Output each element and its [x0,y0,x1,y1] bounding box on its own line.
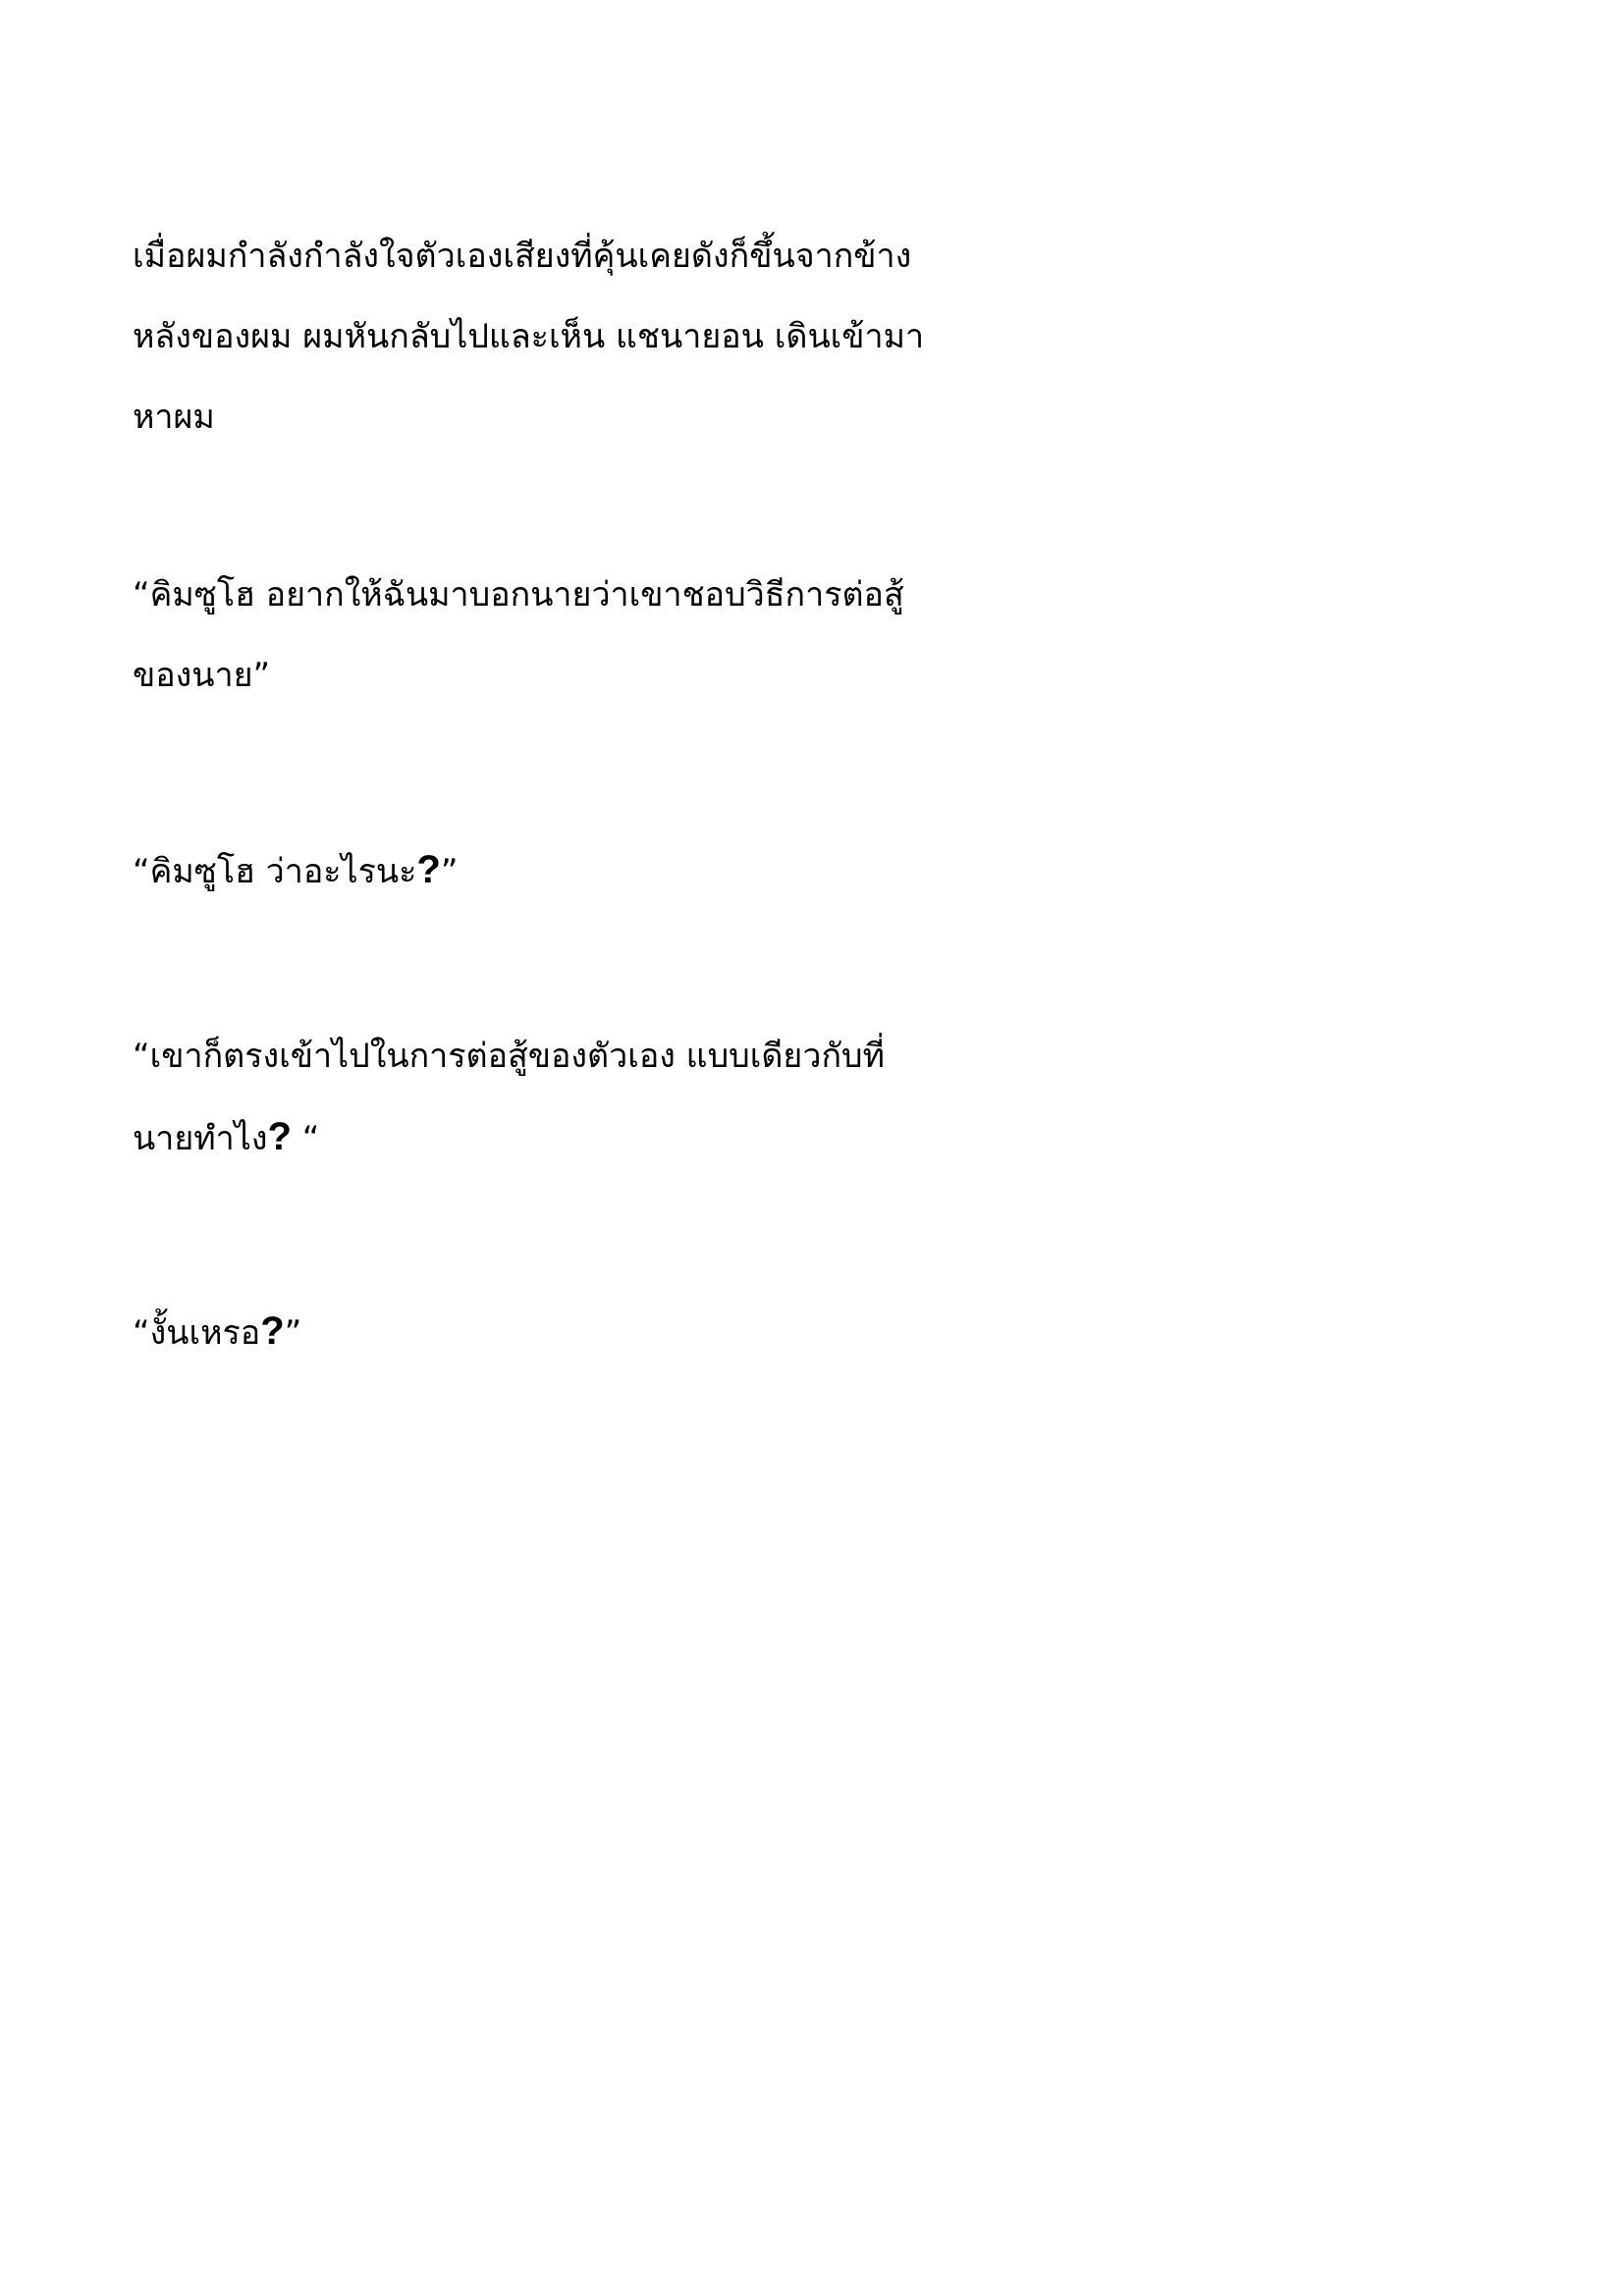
question-mark: ? [267,1115,292,1158]
closing-quote: ” [284,1313,302,1353]
dialogue-text: “งั้นเหรอ [133,1313,261,1353]
text-line [133,1096,957,1179]
text-line: ของนาย” [133,656,271,695]
question-mark: ? [260,1309,285,1353]
text-line: เมื่อผมกำลังกำลังใจตัวเองเสียงที่คุ้นเคยดังก็ขึ้นจากข้าง [133,237,912,276]
question-mark: ? [416,848,441,891]
text-line: หลังของผม ผมหันกลับไปและเห็น แชนายอน เดินเข้ามา [133,317,925,356]
paragraph-narration [133,216,957,457]
dialogue-text: นายทำไง [133,1119,268,1158]
closing-quote: “ [291,1119,320,1158]
text-line [133,1291,957,1373]
paragraph-dialogue-4 [133,1291,957,1373]
dialogue-text: “คิมซูโฮ ว่าอะไรนะ [133,852,417,891]
text-line: “เขาก็ตรงเข้าไปในการต่อสู้ของตัวเอง แบบเดียวกับที่ [133,1037,886,1076]
paragraph-dialogue-3 [133,1016,957,1179]
text-line: หาผม [133,398,215,437]
paragraph-dialogue-1 [133,555,957,716]
document-page [0,0,1080,1527]
closing-quote: ” [440,852,459,891]
text-line: “คิมซูโฮ อยากให้ฉันมาบอกนายว่าเขาชอบวิธีการต่อสู้ [133,575,904,614]
paragraph-dialogue-2 [133,829,957,912]
text-line [133,829,957,912]
